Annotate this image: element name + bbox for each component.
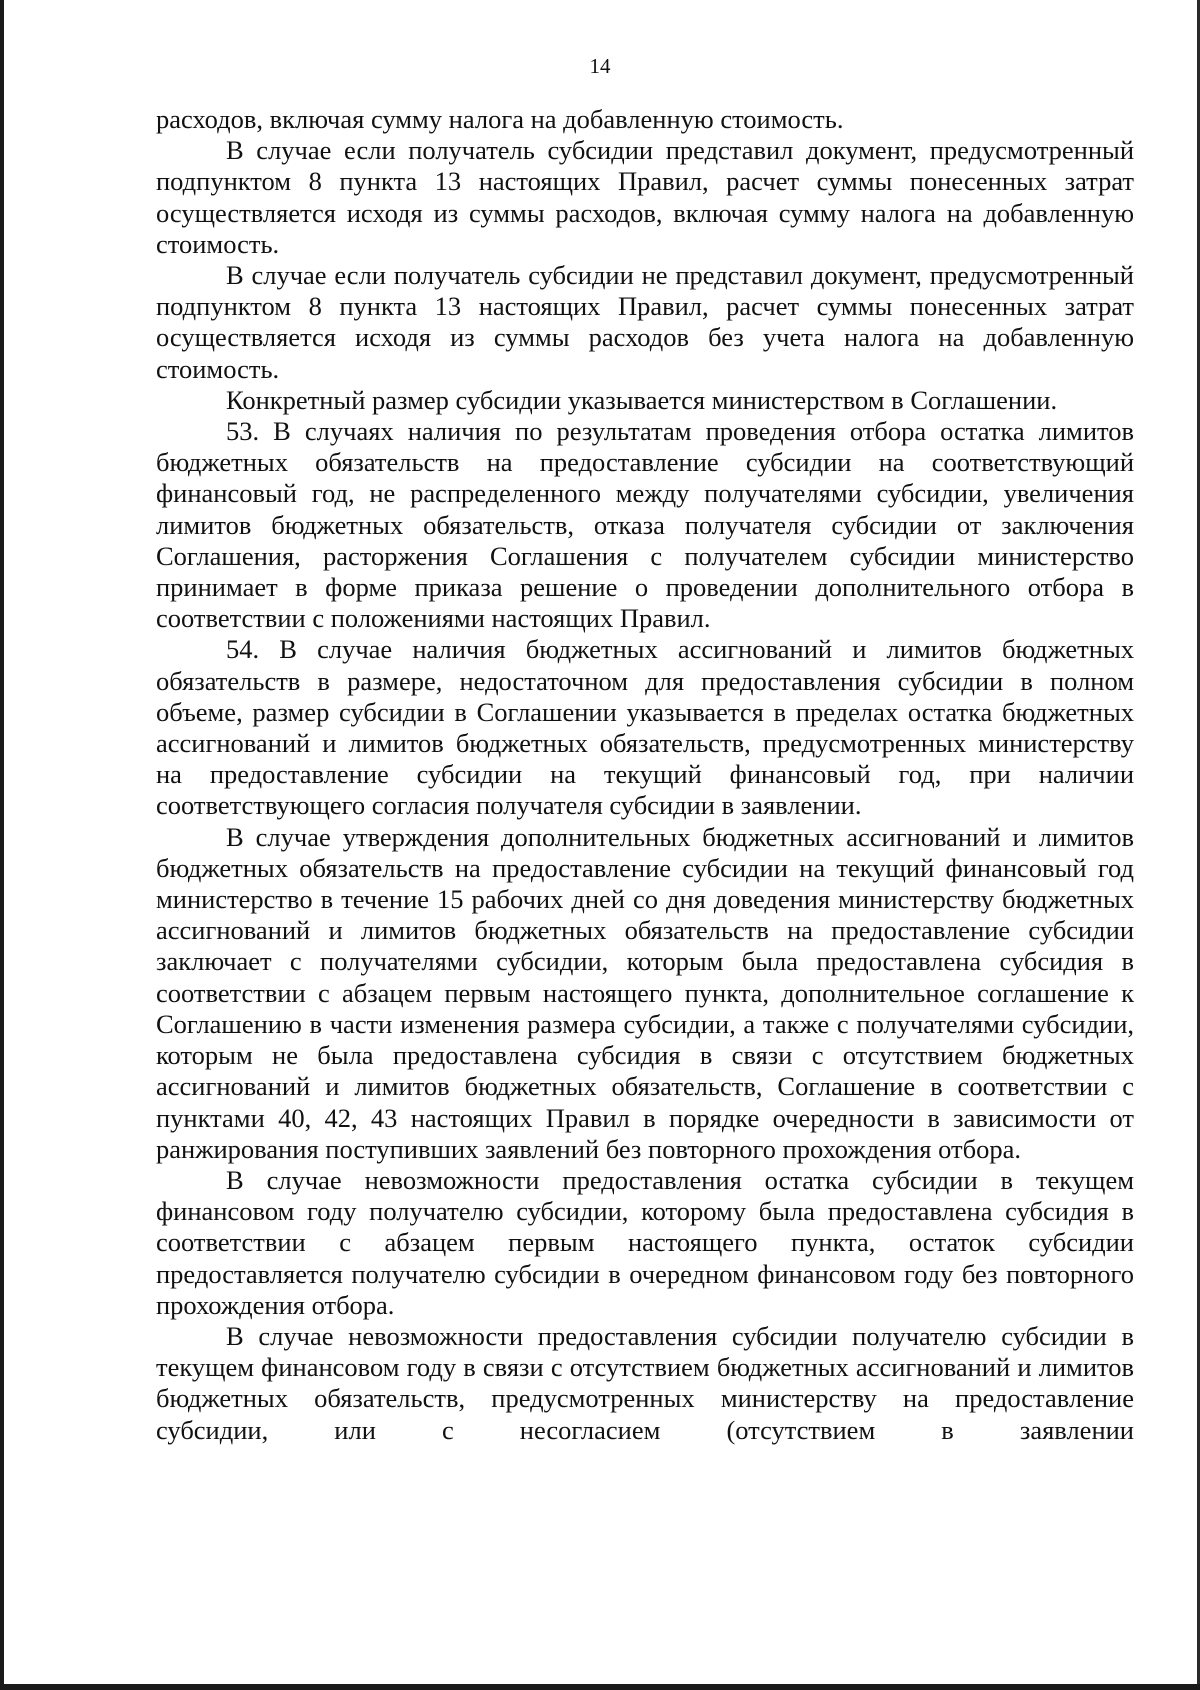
paragraph-vat-included: В случае если получатель субсидии представил документ, предусмотренный подпунктом 8 пункта 13 настоящих Правил, расчет суммы понесенных затрат осуществляется исходя из суммы расходов, включая сумму налога на добавленную стоимость. [156, 135, 1134, 259]
paragraph-impossibility: В случае невозможности предоставления субсидии получателю субсидии в текущем финансовом году в связи с отсутствием бюджетных ассигнований и лимитов бюджетных обязательств, предусмотренных министерству на предоставление субсидии, или с несогласием (отсутствием в заявлении [156, 1320, 1134, 1445]
document-body [156, 104, 1134, 1446]
page-number: 14 [589, 54, 611, 78]
scan-left-border [0, 0, 4, 1690]
paragraph-remaining-subsidy: В случае невозможности предоставления остатка субсидии в текущем финансовом году получателю субсидии, которому была предоставлена субсидия в соответствии с абзацем первым настоящего пункта, остаток субсидии предоставляется получателю субсидии в очередном финансовом году без повторного прохождения отбора. [156, 1164, 1134, 1320]
scan-bottom-border [0, 1684, 1200, 1690]
paragraph-item-54: 54. В случае наличия бюджетных ассигнований и лимитов бюджетных обязательств в размере, недостаточном для предоставления субсидии в полном объеме, размер субсидии в Соглашении указывается в пределах остатка бюджетных ассигнований и лимитов бюджетных обязательств, предусмотренных министерству на предоставление субсидии на текущий финансовый год, при наличии соответствующего согласия получателя субсидии в заявлении. [156, 634, 1134, 821]
paragraph-additional-allocations: В случае утверждения дополнительных бюджетных ассигнований и лимитов бюджетных обязательств на предоставление субсидии на текущий финансовый год министерство в течение 15 рабочих дней со дня доведения министерству бюджетных ассигнований и лимитов бюджетных обязательств на предоставление субсидии заключает с получателями субсидии, которым была предоставлена субсидия в соответствии с абзацем первым настоящего пункта, дополнительное соглашение к Соглашению в части изменения размера субсидии, а также с получателями субсидии, которым не была предоставлена субсидия в связи с отсутствием бюджетных ассигнований и лимитов бюджетных обязательств, Соглашение в соответствии с пунктами 40, 42, 43 настоящих Правил в порядке очередности в зависимости от ранжирования поступивших заявлений без повторного прохождения отбора. [156, 821, 1134, 1164]
paragraph-item-53: 53. В случаях наличия по результатам проведения отбора остатка лимитов бюджетных обязательств на предоставление субсидии на соответствующий финансовый год, не распределенного между получателями субсидии, увеличения лимитов бюджетных обязательств, отказа получателя субсидии от заключения Соглашения, расторжения Соглашения с получателем субсидии министерство принимает в форме приказа решение о проведении дополнительного отбора в соответствии с положениями настоящих Правил. [156, 416, 1134, 634]
paragraph-vat-excluded: В случае если получатель субсидии не представил документ, предусмотренный подпунктом 8 пункта 13 настоящих Правил, расчет суммы понесенных затрат осуществляется исходя из суммы расходов без учета налога на добавленную стоимость. [156, 260, 1134, 384]
paragraph-continuation: расходов, включая сумму налога на добавленную стоимость. [156, 104, 844, 134]
paragraph-subsidy-amount: Конкретный размер субсидии указывается министерством в Соглашении. [226, 384, 1058, 415]
